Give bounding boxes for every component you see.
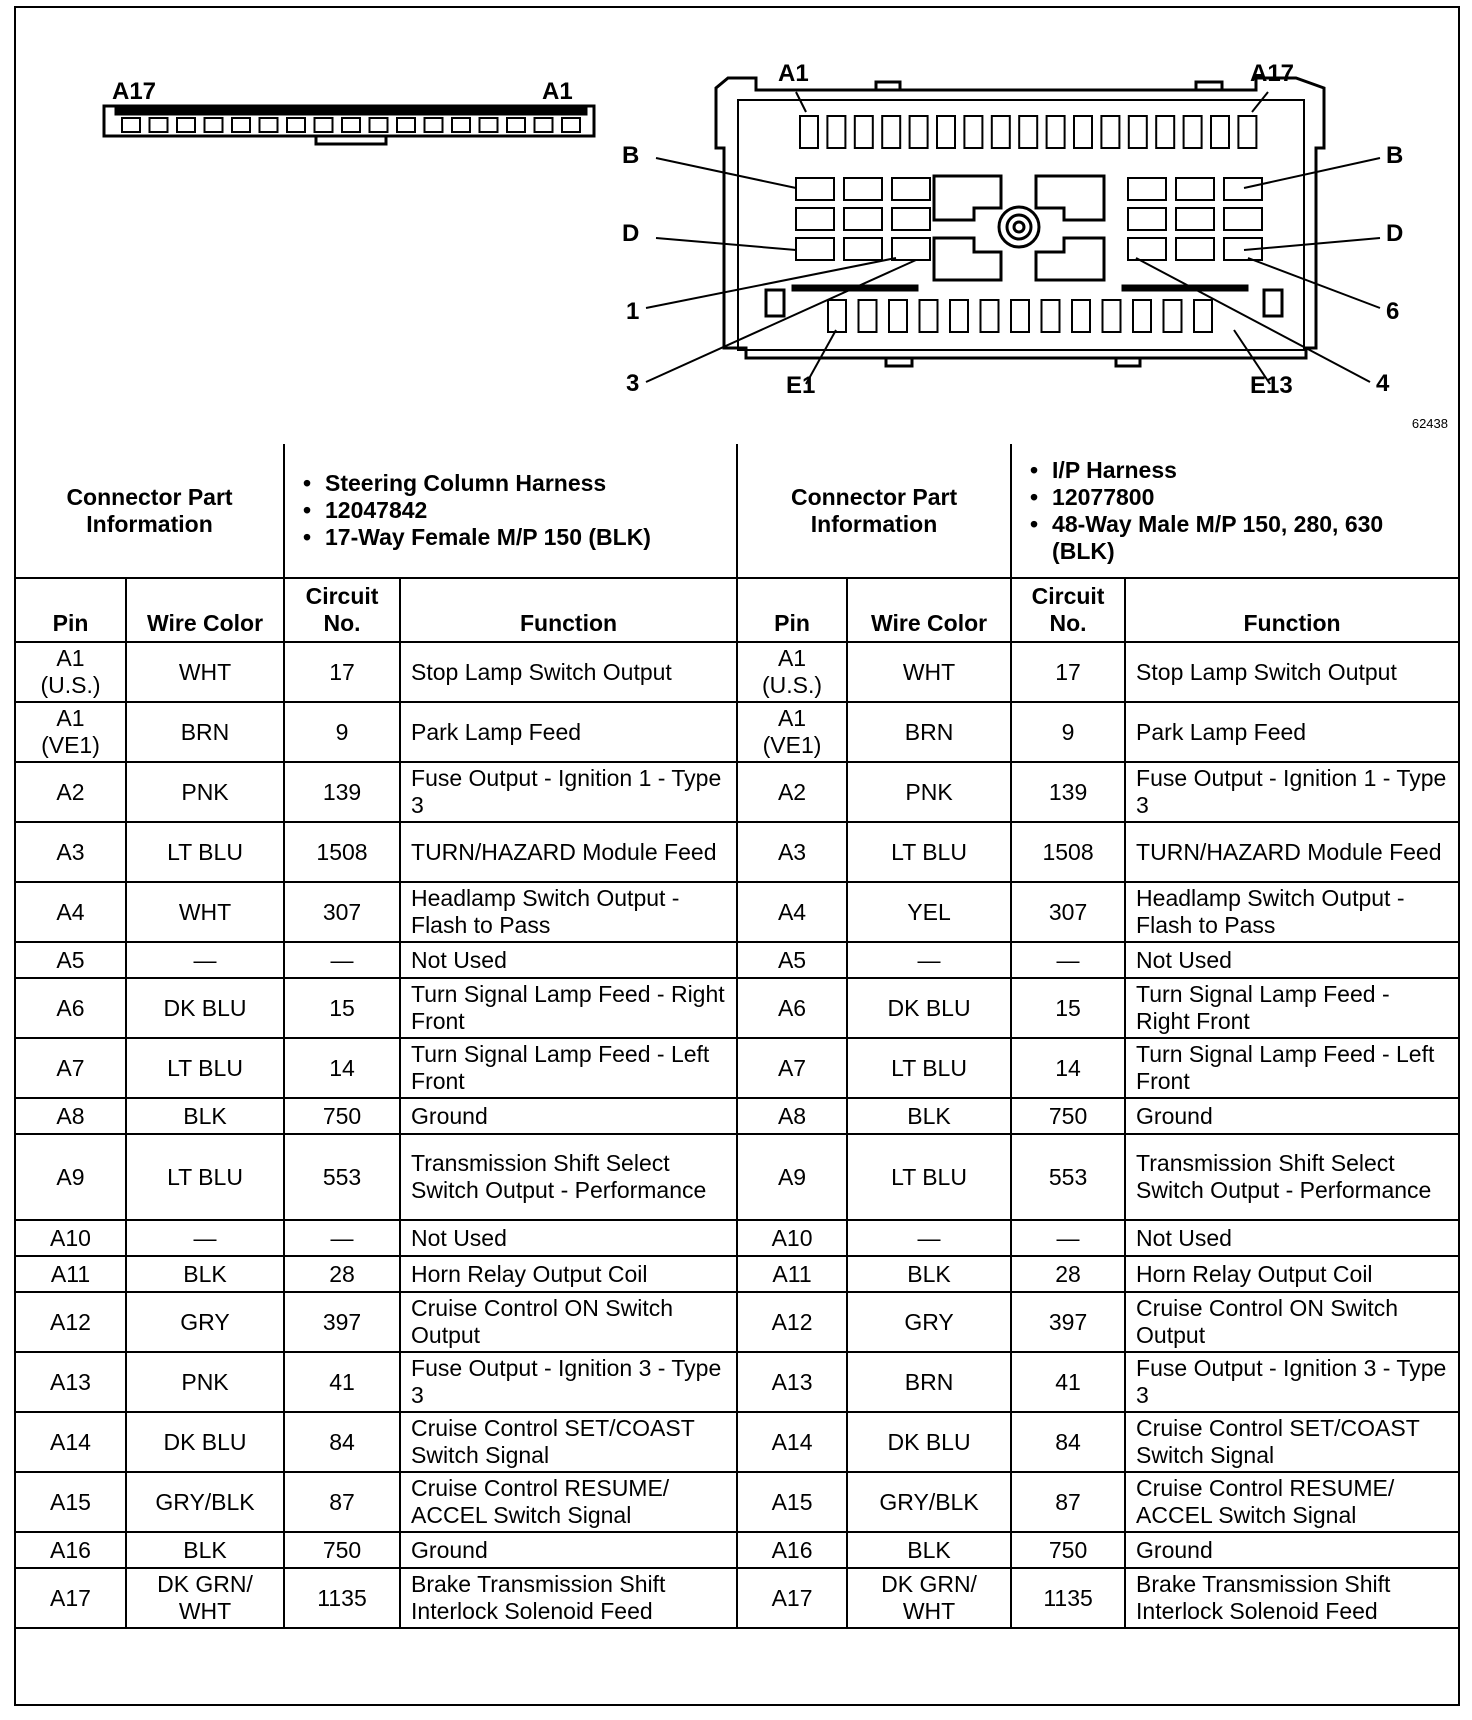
right-function-cell: Transmission Shift Select Switch Output - Performance <box>1125 1134 1458 1220</box>
right-function-cell: Fuse Output - Ignition 3 - Type 3 <box>1125 1352 1458 1412</box>
left-connector-pin <box>315 118 333 132</box>
left-circuit-cell: 87 <box>284 1472 400 1532</box>
left-circuit-cell: 553 <box>284 1134 400 1220</box>
top-row-pin <box>1211 116 1229 148</box>
table-row <box>16 882 1458 942</box>
left-connector-pin <box>480 118 498 132</box>
top-row-pin <box>1184 116 1202 148</box>
right-connector-drawing <box>716 78 1324 366</box>
left-col-circuit-line2: No. <box>323 610 361 636</box>
top-row-pin <box>964 116 982 148</box>
table-row <box>16 1134 1458 1220</box>
right-info-part-number: • 12077800 <box>1052 484 1448 511</box>
right-function-cell: Ground <box>1125 1532 1458 1568</box>
table-row <box>16 1098 1458 1134</box>
right-circuit-cell: 84 <box>1011 1412 1125 1472</box>
right-pin-cell: A12 <box>737 1292 847 1352</box>
left-circuit-cell: 139 <box>284 762 400 822</box>
left-info-heading <box>16 444 284 578</box>
bottom-row-pin <box>889 300 907 332</box>
left-col-pin: Pin <box>16 578 126 642</box>
left-circuit-cell: 17 <box>284 642 400 702</box>
right-circuit-cell: — <box>1011 1220 1125 1256</box>
right-pin-cell: A15 <box>737 1472 847 1532</box>
left-info-heading-line2: Information <box>86 510 213 537</box>
left-wire-color-cell: — <box>126 942 284 978</box>
left-pin-cell: A11 <box>16 1256 126 1292</box>
right-pin-cell: A17 <box>737 1568 847 1628</box>
left-circuit-cell: — <box>284 942 400 978</box>
left-function-cell: TURN/HAZARD Module Feed <box>400 822 737 882</box>
right-function-cell: Brake Transmission Shift Interlock Solenoid Feed <box>1125 1568 1458 1628</box>
right-wire-color-cell: LT BLU <box>847 1134 1011 1220</box>
right-info-heading-line1: Connector Part <box>790 483 958 510</box>
right-wire-color-cell: LT BLU <box>847 1038 1011 1098</box>
figure-number: 62438 <box>1411 416 1448 431</box>
right-pin-cell: A4 <box>737 882 847 942</box>
left-wire-color-cell: DK GRN/ WHT <box>126 1568 284 1628</box>
bottom-row-pin <box>981 300 999 332</box>
left-pin-cell: A2 <box>16 762 126 822</box>
left-circuit-cell: 750 <box>284 1532 400 1568</box>
right-function-cell: Stop Lamp Switch Output <box>1125 642 1458 702</box>
left-wire-color-cell: LT BLU <box>126 822 284 882</box>
right-circuit-cell: — <box>1011 942 1125 978</box>
left-connector-pin <box>535 118 553 132</box>
right-pin-cell: A1 (U.S.) <box>737 642 847 702</box>
right-circuit-cell: 553 <box>1011 1134 1125 1220</box>
right-circuit-cell: 139 <box>1011 762 1125 822</box>
left-connector-drawing <box>104 106 594 144</box>
middle-block-pin <box>892 178 930 200</box>
left-wire-color-cell: LT BLU <box>126 1134 284 1220</box>
left-circuit-cell: 14 <box>284 1038 400 1098</box>
right-info-harness: • I/P Harness <box>1052 457 1448 484</box>
left-function-cell: Fuse Output - Ignition 3 - Type 3 <box>400 1352 737 1412</box>
left-function-cell: Not Used <box>400 942 737 978</box>
label-3: 3 <box>626 370 640 397</box>
middle-block-pin <box>844 178 882 200</box>
table-row <box>16 1568 1458 1628</box>
left-pin-cell: A15 <box>16 1472 126 1532</box>
left-info-heading-line1: Connector Part <box>66 483 233 510</box>
left-info-details <box>284 444 737 578</box>
table-row <box>16 1532 1458 1568</box>
right-wire-color-cell: LT BLU <box>847 822 1011 882</box>
middle-block-pin <box>1176 238 1214 260</box>
left-wire-color-cell: WHT <box>126 882 284 942</box>
top-row-pin <box>1047 116 1065 148</box>
left-connector-pin <box>425 118 443 132</box>
left-connector-pin <box>452 118 470 132</box>
table-row <box>16 1038 1458 1098</box>
right-col-pin: Pin <box>737 578 847 642</box>
right-pin-cell: A2 <box>737 762 847 822</box>
left-wire-color-cell: BRN <box>126 702 284 762</box>
column-header-row <box>16 578 1458 642</box>
table-row <box>16 1220 1458 1256</box>
connector-sheet <box>14 6 1460 1706</box>
right-info-connector-type: • 48-Way Male M/P 150, 280, 630 (BLK) <box>1052 511 1448 565</box>
left-pin-cell: A6 <box>16 978 126 1038</box>
bottom-row-pin <box>1164 300 1182 332</box>
top-row-pin <box>910 116 928 148</box>
left-circuit-cell: 397 <box>284 1292 400 1352</box>
right-wire-color-cell: BLK <box>847 1532 1011 1568</box>
top-row-pin <box>1129 116 1147 148</box>
left-pin-cell: A8 <box>16 1098 126 1134</box>
right-wire-color-cell: — <box>847 1220 1011 1256</box>
top-row-pin <box>827 116 845 148</box>
right-function-cell: Ground <box>1125 1098 1458 1134</box>
bottom-row-pin <box>1133 300 1151 332</box>
right-function-cell: Park Lamp Feed <box>1125 702 1458 762</box>
right-col-circuit <box>1011 578 1125 642</box>
right-function-cell: Headlamp Switch Output - Flash to Pass <box>1125 882 1458 942</box>
right-info-heading <box>737 444 1011 578</box>
left-connector-pin <box>177 118 195 132</box>
left-wire-color-cell: DK BLU <box>126 978 284 1038</box>
connector-info-row <box>16 444 1458 578</box>
right-circuit-cell: 750 <box>1011 1098 1125 1134</box>
left-connector-pin <box>150 118 168 132</box>
left-function-cell: Turn Signal Lamp Feed - Left Front <box>400 1038 737 1098</box>
bottom-row-pin <box>920 300 938 332</box>
right-pin-cell: A5 <box>737 942 847 978</box>
middle-block-pin <box>1128 208 1166 230</box>
middle-block-pin <box>1224 208 1262 230</box>
table-row <box>16 1352 1458 1412</box>
left-wire-color-cell: GRY <box>126 1292 284 1352</box>
right-connector-label-a1: A1 <box>778 60 809 87</box>
table-row <box>16 1256 1458 1292</box>
left-pin-cell: A5 <box>16 942 126 978</box>
right-circuit-cell: 15 <box>1011 978 1125 1038</box>
right-wire-color-cell: WHT <box>847 642 1011 702</box>
left-connector-pin <box>122 118 140 132</box>
right-wire-color-cell: DK BLU <box>847 978 1011 1038</box>
middle-block-pin <box>844 238 882 260</box>
left-pin-cell: A13 <box>16 1352 126 1412</box>
left-function-cell: Fuse Output - Ignition 1 - Type 3 <box>400 762 737 822</box>
top-row-pin <box>855 116 873 148</box>
left-pin-cell: A7 <box>16 1038 126 1098</box>
right-function-cell: Horn Relay Output Coil <box>1125 1256 1458 1292</box>
right-circuit-cell: 307 <box>1011 882 1125 942</box>
top-row-pin <box>1156 116 1174 148</box>
right-col-function: Function <box>1125 578 1458 642</box>
left-circuit-cell: 1135 <box>284 1568 400 1628</box>
table-row <box>16 642 1458 702</box>
right-wire-color-cell: BLK <box>847 1098 1011 1134</box>
left-wire-color-cell: BLK <box>126 1098 284 1134</box>
pinout-table <box>16 444 1458 1629</box>
bottom-row-pin <box>1042 300 1060 332</box>
bottom-row-pin <box>950 300 968 332</box>
label-e13: E13 <box>1250 372 1293 399</box>
right-pin-cell: A13 <box>737 1352 847 1412</box>
left-connector-pin <box>342 118 360 132</box>
right-circuit-cell: 397 <box>1011 1292 1125 1352</box>
left-circuit-cell: 307 <box>284 882 400 942</box>
right-wire-color-cell: GRY/BLK <box>847 1472 1011 1532</box>
label-4: 4 <box>1376 370 1390 397</box>
right-function-cell: Not Used <box>1125 1220 1458 1256</box>
right-function-cell: Cruise Control SET/COAST Switch Signal <box>1125 1412 1458 1472</box>
left-info-connector-type: • 17-Way Female M/P 150 (BLK) <box>325 524 726 551</box>
left-function-cell: Cruise Control RESUME/ ACCEL Switch Signal <box>400 1472 737 1532</box>
label-b-right: B <box>1386 142 1404 169</box>
label-d-left: D <box>622 220 640 247</box>
left-wire-color-cell: BLK <box>126 1256 284 1292</box>
table-row <box>16 1412 1458 1472</box>
label-d-right: D <box>1386 220 1404 247</box>
left-connector-pin <box>260 118 278 132</box>
left-wire-color-cell: DK BLU <box>126 1412 284 1472</box>
left-pin-cell: A14 <box>16 1412 126 1472</box>
right-wire-color-cell: PNK <box>847 762 1011 822</box>
left-connector-pin <box>205 118 223 132</box>
top-row-pin <box>1019 116 1037 148</box>
right-pin-cell: A9 <box>737 1134 847 1220</box>
right-wire-color-cell: — <box>847 942 1011 978</box>
bottom-row-pin <box>1194 300 1212 332</box>
right-circuit-cell: 14 <box>1011 1038 1125 1098</box>
left-function-cell: Ground <box>400 1098 737 1134</box>
left-circuit-cell: 28 <box>284 1256 400 1292</box>
right-wire-color-cell: DK BLU <box>847 1412 1011 1472</box>
middle-block-pin <box>796 178 834 200</box>
left-circuit-cell: 750 <box>284 1098 400 1134</box>
right-function-cell: Turn Signal Lamp Feed - Left Front <box>1125 1038 1458 1098</box>
label-6: 6 <box>1386 298 1400 325</box>
left-circuit-cell: 15 <box>284 978 400 1038</box>
left-pin-cell: A3 <box>16 822 126 882</box>
left-connector-label-a1: A1 <box>542 78 573 105</box>
left-info-harness: • Steering Column Harness <box>325 470 726 497</box>
right-col-circuit-line1: Circuit <box>1031 583 1105 609</box>
right-function-cell: Not Used <box>1125 942 1458 978</box>
left-wire-color-cell: WHT <box>126 642 284 702</box>
right-wire-color-cell: DK GRN/ WHT <box>847 1568 1011 1628</box>
middle-block-pin <box>1176 208 1214 230</box>
right-pin-cell: A10 <box>737 1220 847 1256</box>
top-row-pin <box>937 116 955 148</box>
left-function-cell: Horn Relay Output Coil <box>400 1256 737 1292</box>
left-function-cell: Not Used <box>400 1220 737 1256</box>
top-row-pin <box>800 116 818 148</box>
top-row-pin <box>992 116 1010 148</box>
left-pin-cell: A9 <box>16 1134 126 1220</box>
left-col-circuit-line1: Circuit <box>305 583 379 609</box>
left-connector-pin <box>507 118 525 132</box>
left-wire-color-cell: GRY/BLK <box>126 1472 284 1532</box>
right-pin-cell: A1 (VE1) <box>737 702 847 762</box>
right-circuit-cell: 17 <box>1011 642 1125 702</box>
bottom-row-pin <box>1072 300 1090 332</box>
left-connector-pin <box>397 118 415 132</box>
middle-block-pin <box>796 238 834 260</box>
left-wire-color-cell: — <box>126 1220 284 1256</box>
right-circuit-cell: 28 <box>1011 1256 1125 1292</box>
right-circuit-cell: 87 <box>1011 1472 1125 1532</box>
right-function-cell: TURN/HAZARD Module Feed <box>1125 822 1458 882</box>
table-row <box>16 978 1458 1038</box>
right-function-cell: Cruise Control RESUME/ ACCEL Switch Signal <box>1125 1472 1458 1532</box>
right-col-circuit-line2: No. <box>1049 610 1087 636</box>
left-connector-pin <box>562 118 580 132</box>
table-row <box>16 942 1458 978</box>
right-function-cell: Turn Signal Lamp Feed - Right Front <box>1125 978 1458 1038</box>
middle-block-pin <box>1128 178 1166 200</box>
connector-diagram <box>16 8 1458 444</box>
bottom-row-pin <box>1011 300 1029 332</box>
middle-block-pin <box>1224 178 1262 200</box>
right-circuit-cell: 750 <box>1011 1532 1125 1568</box>
top-row-pin <box>1101 116 1119 148</box>
left-function-cell: Ground <box>400 1532 737 1568</box>
left-col-function: Function <box>400 578 737 642</box>
right-col-wire-color: Wire Color <box>847 578 1011 642</box>
left-function-cell: Brake Transmission Shift Interlock Solenoid Feed <box>400 1568 737 1628</box>
bottom-row-pin <box>859 300 877 332</box>
right-pin-cell: A8 <box>737 1098 847 1134</box>
right-circuit-cell: 9 <box>1011 702 1125 762</box>
right-wire-color-cell: BRN <box>847 1352 1011 1412</box>
left-pin-cell: A16 <box>16 1532 126 1568</box>
left-function-cell: Park Lamp Feed <box>400 702 737 762</box>
right-info-details <box>1011 444 1458 578</box>
left-function-cell: Headlamp Switch Output - Flash to Pass <box>400 882 737 942</box>
left-connector-pin <box>232 118 250 132</box>
right-circuit-cell: 1508 <box>1011 822 1125 882</box>
left-function-cell: Cruise Control ON Switch Output <box>400 1292 737 1352</box>
right-circuit-cell: 41 <box>1011 1352 1125 1412</box>
middle-block-pin <box>892 208 930 230</box>
top-row-pin <box>1238 116 1256 148</box>
table-row <box>16 1472 1458 1532</box>
left-connector-label-a17: A17 <box>112 78 157 105</box>
label-b-left: B <box>622 142 640 169</box>
right-circuit-cell: 1135 <box>1011 1568 1125 1628</box>
left-pin-cell: A1 (U.S.) <box>16 642 126 702</box>
right-pin-cell: A3 <box>737 822 847 882</box>
left-pin-cell: A4 <box>16 882 126 942</box>
left-pin-cell: A1 (VE1) <box>16 702 126 762</box>
right-pin-cell: A11 <box>737 1256 847 1292</box>
label-e1: E1 <box>786 372 816 399</box>
left-wire-color-cell: PNK <box>126 1352 284 1412</box>
left-pin-cell: A17 <box>16 1568 126 1628</box>
right-function-cell: Cruise Control ON Switch Output <box>1125 1292 1458 1352</box>
left-info-part-number: • 12047842 <box>325 497 726 524</box>
left-circuit-cell: 1508 <box>284 822 400 882</box>
right-pin-cell: A7 <box>737 1038 847 1098</box>
table-row <box>16 1292 1458 1352</box>
left-function-cell: Cruise Control SET/COAST Switch Signal <box>400 1412 737 1472</box>
left-connector-pin <box>287 118 305 132</box>
right-function-cell: Fuse Output - Ignition 1 - Type 3 <box>1125 762 1458 822</box>
left-col-wire-color: Wire Color <box>126 578 284 642</box>
middle-block-pin <box>796 208 834 230</box>
middle-block-pin <box>892 238 930 260</box>
right-wire-color-cell: BLK <box>847 1256 1011 1292</box>
right-wire-color-cell: YEL <box>847 882 1011 942</box>
left-function-cell: Stop Lamp Switch Output <box>400 642 737 702</box>
top-row-pin <box>882 116 900 148</box>
left-circuit-cell: — <box>284 1220 400 1256</box>
top-row-pin <box>1074 116 1092 148</box>
right-wire-color-cell: GRY <box>847 1292 1011 1352</box>
table-row <box>16 702 1458 762</box>
left-circuit-cell: 84 <box>284 1412 400 1472</box>
left-col-circuit <box>284 578 400 642</box>
middle-block-pin <box>1128 238 1166 260</box>
left-connector-pin <box>370 118 388 132</box>
table-row <box>16 762 1458 822</box>
right-pin-cell: A16 <box>737 1532 847 1568</box>
connector-drawings <box>16 8 1458 444</box>
left-wire-color-cell: PNK <box>126 762 284 822</box>
left-circuit-cell: 41 <box>284 1352 400 1412</box>
bottom-row-pin <box>1103 300 1121 332</box>
label-1: 1 <box>626 298 640 325</box>
left-wire-color-cell: LT BLU <box>126 1038 284 1098</box>
right-info-heading-line2: Information <box>810 510 938 537</box>
left-pin-cell: A10 <box>16 1220 126 1256</box>
left-function-cell: Transmission Shift Select Switch Output - Performance <box>400 1134 737 1220</box>
left-function-cell: Turn Signal Lamp Feed - Right Front <box>400 978 737 1038</box>
middle-block-pin <box>1176 178 1214 200</box>
right-wire-color-cell: BRN <box>847 702 1011 762</box>
middle-block-pin <box>844 208 882 230</box>
right-pin-cell: A6 <box>737 978 847 1038</box>
right-pin-cell: A14 <box>737 1412 847 1472</box>
table-row <box>16 822 1458 882</box>
right-connector-label-a17: A17 <box>1250 60 1295 87</box>
left-pin-cell: A12 <box>16 1292 126 1352</box>
bottom-row-pin <box>828 300 846 332</box>
left-circuit-cell: 9 <box>284 702 400 762</box>
left-wire-color-cell: BLK <box>126 1532 284 1568</box>
